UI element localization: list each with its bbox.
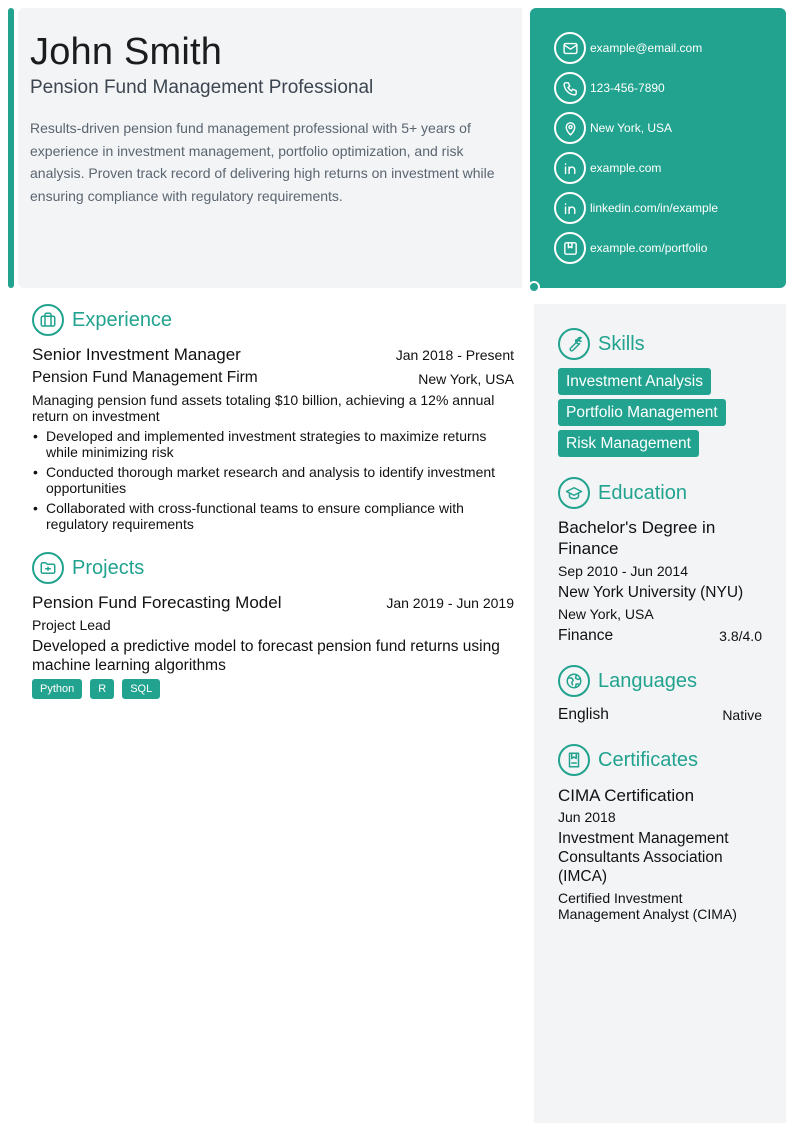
contact-website-text: example.com [590,161,662,175]
contact-panel [530,8,786,288]
contact-email-text: example@email.com [590,41,703,55]
portfolio-icon [554,232,586,264]
experience-section-header [32,304,172,336]
skill-tag: Portfolio Management [558,399,726,426]
education-location: New York, USA [558,606,654,622]
education-title: Education [598,481,687,504]
project-tags [32,679,168,699]
languages-section-header [558,665,697,697]
location-icon [554,112,586,144]
projects-title: Projects [72,556,145,579]
skills-section-header [558,328,645,360]
languages-title: Languages [598,669,697,692]
profile-summary: Results-driven pension fund management professional with 5+ years of experience in investment management, portfolio optimization, and risk analysis. Proven track record of delivering high returns on investment while ensuring compliance with regulatory requirements. [30,120,495,204]
education-section-header [558,477,687,509]
education-field: Finance [558,627,614,644]
certificate-description: Certified Investment Management Analyst (CIMA) [558,890,737,922]
header-accent-bar [8,8,14,288]
candidate-headline: Pension Fund Management Professional [30,77,374,98]
folder-icon [32,552,64,584]
experience-bullets [32,428,514,536]
certificate-icon [558,744,590,776]
project-description: Developed a predictive model to forecast pension fund returns using machine learning algorithms [32,638,500,674]
project-tag: R [90,679,114,699]
contact-phone-text: 123-456-7890 [590,81,665,95]
contact-website[interactable] [554,152,786,184]
certificate-name: CIMA Certification [558,786,695,805]
skill-tag: Investment Analysis [558,368,711,395]
language-name: English [558,706,609,723]
education-gpa: 3.8/4.0 [719,628,762,644]
education-dates: Sep 2010 - Jun 2014 [558,563,688,579]
experience-dates: Jan 2018 - Present [395,347,514,363]
project-role: Project Lead [32,617,111,633]
contact-portfolio[interactable] [554,232,786,264]
linkedin-icon [554,192,586,224]
contact-linkedin[interactable] [554,192,786,224]
contact-location-text: New York, USA [590,121,673,135]
experience-position: Senior Investment Manager [32,345,241,364]
contact-email[interactable] [554,32,786,64]
wrench-icon [558,328,590,360]
projects-section-header [32,552,144,584]
education-school: New York University (NYU) [558,584,744,601]
project-tag: Python [32,679,82,699]
experience-summary: Managing pension fund assets totaling $10 billion, achieving a 12% annual return on investment [32,392,495,424]
email-icon [554,32,586,64]
contact-portfolio-text: example.com/portfolio [590,241,708,255]
certificate-issuer: Investment Management Consultants Association (IMCA) [558,830,729,885]
connector-dot [528,281,540,293]
contact-location [554,112,786,144]
skills-list [558,368,726,461]
experience-location: New York, USA [418,371,514,387]
language-level: Native [722,707,762,723]
certificate-date: Jun 2018 [558,809,616,825]
list-item: • Conducted thorough market research and analysis to identify investment opportunities [32,464,514,496]
project-name: Pension Fund Forecasting Model [32,593,282,612]
experience-company: Pension Fund Management Firm [32,369,258,386]
project-tag: SQL [122,679,160,699]
skills-title: Skills [598,332,645,355]
globe-icon [558,665,590,697]
project-dates: Jan 2019 - Jun 2019 [386,595,514,611]
skill-tag: Risk Management [558,430,699,457]
certificates-title: Certificates [598,748,699,771]
list-item: • Developed and implemented investment strategies to maximize returns while minimizing risk [32,428,514,460]
contact-phone[interactable] [554,72,786,104]
experience-title: Experience [72,308,173,331]
linkedin-icon [554,152,586,184]
header-main [18,8,522,288]
graduation-cap-icon [558,477,590,509]
phone-icon [554,72,586,104]
education-degree: Bachelor's Degree in Finance [558,518,716,558]
certificates-section-header [558,744,698,776]
list-item: • Collaborated with cross-functional teams to ensure compliance with regulatory requirements [32,500,514,532]
candidate-name: John Smith [30,31,223,73]
briefcase-icon [32,304,64,336]
contact-linkedin-text: linkedin.com/in/example [590,201,719,215]
